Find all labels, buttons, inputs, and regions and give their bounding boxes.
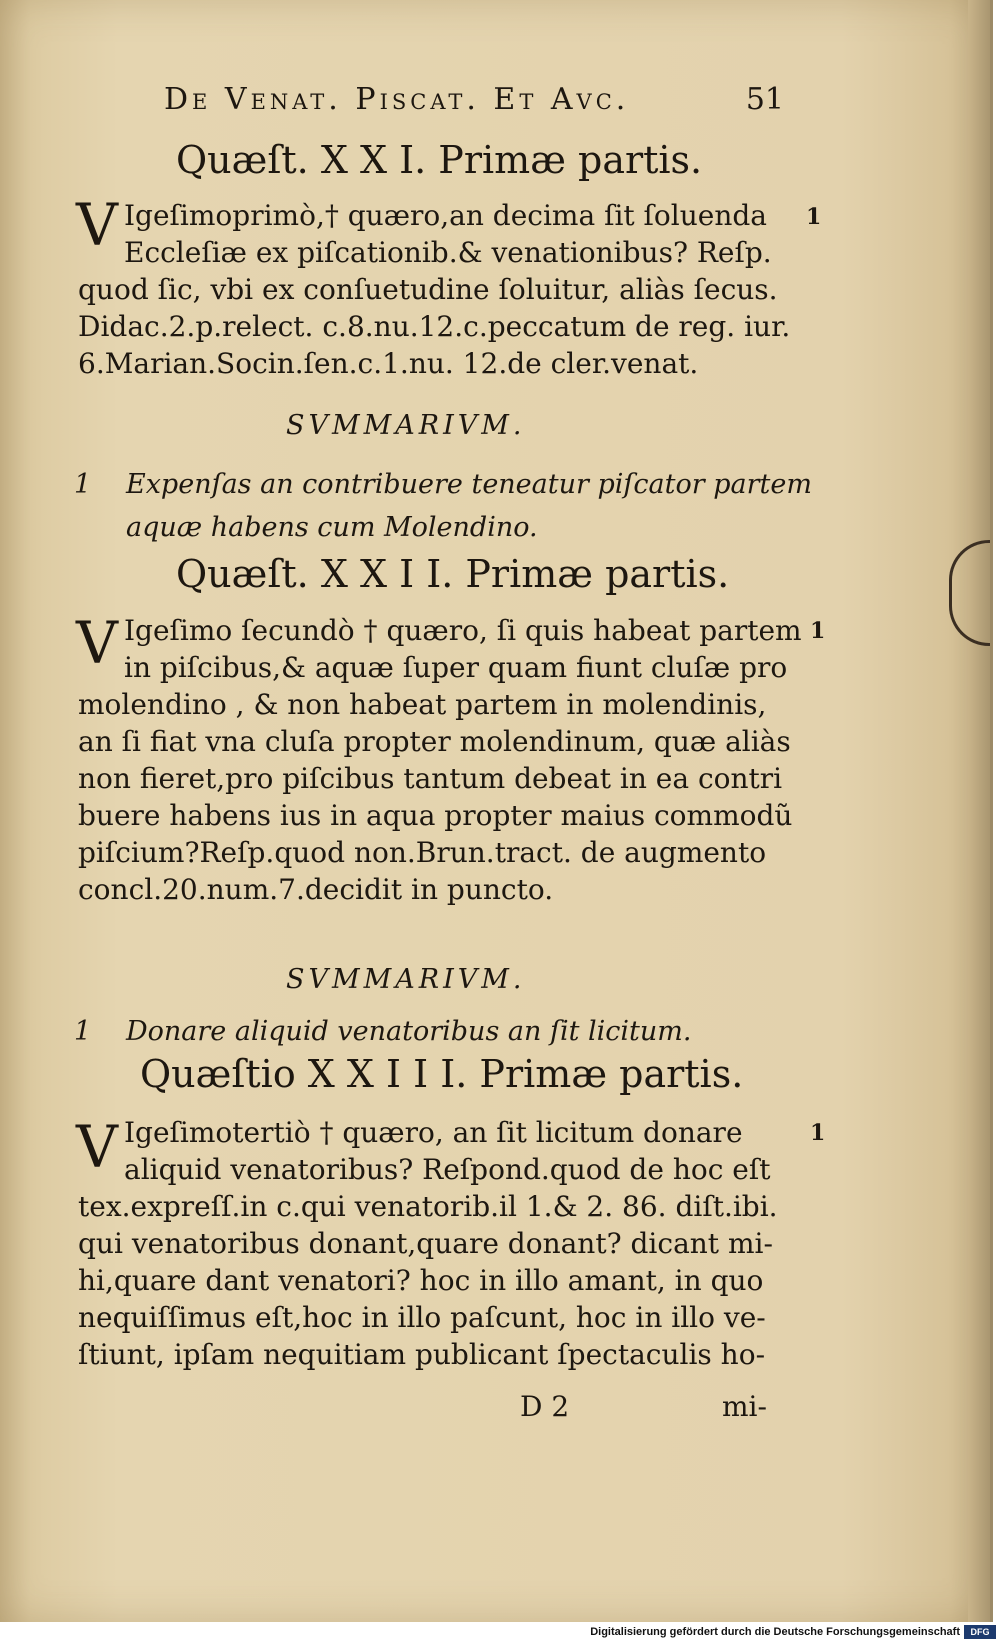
question-21-title: Quæſt. X X I. Primæ partis. (176, 138, 703, 182)
text-line: buere habens ius in aqua propter maius commodũ (78, 799, 793, 832)
binding-tab (949, 540, 990, 646)
folio-number: 51 (745, 82, 784, 117)
text-line: concl.20.num.7.decidit in puncto. (78, 873, 554, 906)
text-line: Eccleſiæ ex piſcationib.& venationibus? Reſp. (124, 236, 772, 269)
text-line: an ſi fiat vna cluſa propter molendinum, quæ aliàs (78, 725, 791, 758)
digitization-credit-bar (0, 1622, 1000, 1642)
text-line: Igeſimo ſecundò † quæro, ſi quis habeat partem (124, 614, 802, 647)
text-line: ſtiunt, ipſam nequitiam publicant ſpectaculis ho- (78, 1338, 766, 1371)
text-line: Igeſimotertiò † quæro, an ſit licitum donare (124, 1116, 743, 1149)
summarium-item-text: Expenſas an contribuere teneatur piſcator partem (126, 469, 812, 500)
text-line: nequiſſimus eſt,hoc in illo paſcunt, hoc in illo ve- (78, 1301, 766, 1334)
text-line: quod ſic, vbi ex conſuetudine ſoluitur, aliàs ſecus. (78, 273, 778, 306)
text-line: tex.expreſſ.in c.qui venatorib.il 1.& 2. 86. diſt.ibi. (78, 1190, 778, 1223)
running-title: De Venat. Piscat. Et Avc. (164, 82, 630, 117)
question-21-text (76, 191, 791, 382)
text-line: qui venatoribus donant,quare donant? dicant mi- (78, 1227, 773, 1260)
catchword: mi- (722, 1390, 767, 1423)
summarium-item-text: aquæ habens cum Molendino. (126, 512, 538, 543)
text-line: Didac.2.p.relect. c.8.nu.12.c.peccatum de reg. iur. (78, 310, 791, 343)
question-22-dropcap: V (76, 609, 118, 677)
summarium-heading: SVMMARIVM. (286, 410, 526, 441)
margin-note-number: 1 (810, 618, 826, 644)
question-23-title: Quæſtio X X I I I. Primæ partis. (140, 1052, 744, 1096)
text-line: Igeſimoprimò,† quæro,an decima ſit ſoluenda (124, 199, 767, 232)
question-21-dropcap: V (76, 191, 118, 259)
text-line: aliquid venatoribus? Reſpond.quod de hoc eſt (124, 1153, 771, 1186)
text-line: in piſcibus,& aquæ ſuper quam fiunt cluſæ pro (124, 651, 788, 684)
text-line: piſcium?Reſp.quod non.Brun.tract. de augmento (78, 836, 767, 869)
running-header (164, 82, 784, 117)
question-23-text (78, 1114, 778, 1373)
text-line: 6.Marian.Socin.ſen.c.1.nu. 12.de cler.venat. (78, 347, 699, 380)
summarium-item-number: 1 (74, 469, 92, 500)
dfg-logo: DFG (964, 1625, 996, 1639)
question-22-title: Quæſt. X X I I. Primæ partis. (176, 552, 730, 596)
margin-note-number: 1 (806, 204, 822, 230)
summarium-heading: SVMMARIVM. (286, 964, 526, 995)
text-line: hi,quare dant venatori? hoc in illo amant, in quo (78, 1264, 764, 1297)
text-line: non fieret,pro piſcibus tantum debeat in ea contri (78, 762, 783, 795)
page-edge (968, 0, 990, 1622)
summarium-item-text: Donare aliquid venatoribus an ſit licitum. (126, 1016, 692, 1047)
signature-mark: D 2 (520, 1390, 570, 1423)
question-23-dropcap: V (76, 1113, 118, 1181)
text-line: molendino , & non habeat partem in molendinis, (78, 688, 767, 721)
digitization-credit-text: Digitalisierung gefördert durch die Deutsche Forschungsgemeinschaft (590, 1626, 960, 1638)
summarium-item-number: 1 (74, 1016, 92, 1047)
question-22-text (76, 609, 802, 908)
margin-note-number: 1 (810, 1120, 826, 1146)
